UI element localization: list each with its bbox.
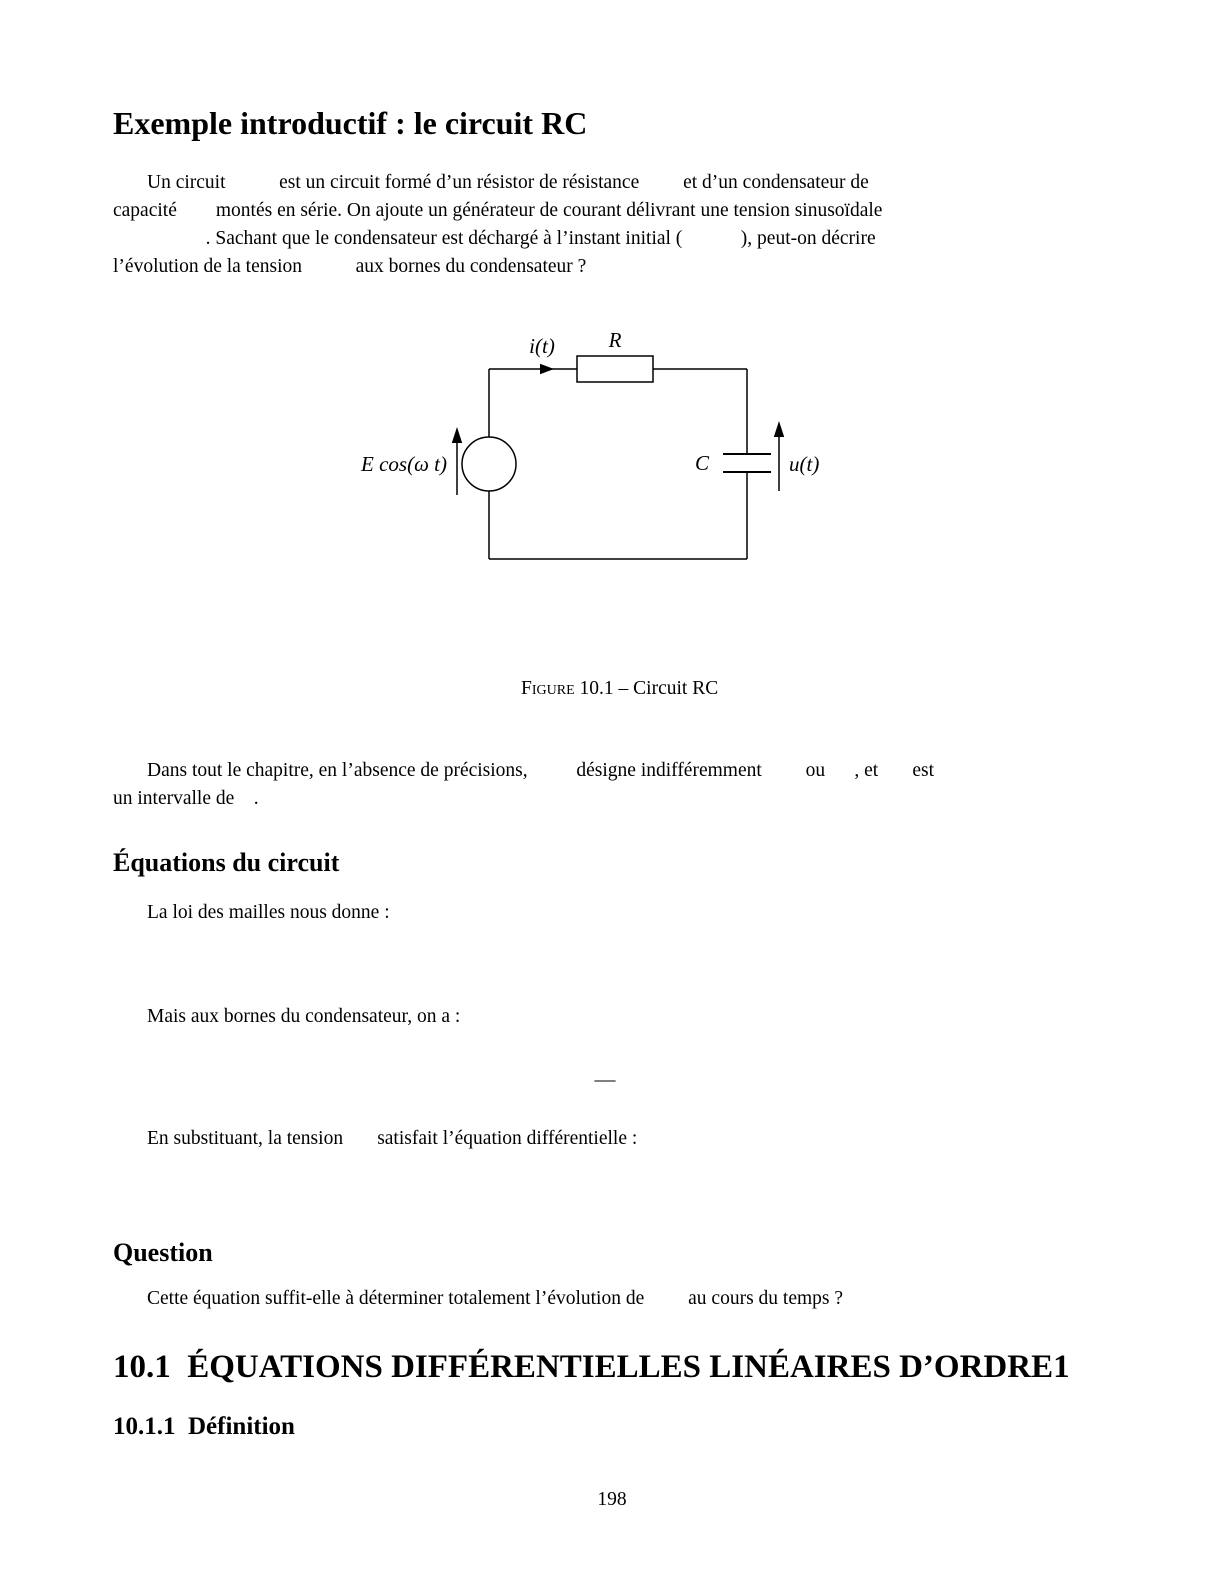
section-heading-question: Question — [113, 1238, 213, 1267]
intro-line: Un circuit est un circuit formé d’un résistor de résistance et d’un condensateur de — [147, 172, 869, 193]
voltage-arrowhead — [774, 421, 784, 437]
fraction-bar: — — [594, 1067, 616, 1091]
resistor-label: R — [608, 329, 622, 352]
page-number: 198 — [597, 1489, 627, 1510]
section-heading-10-1-1: 10.1.1 Définition — [113, 1413, 295, 1440]
source-symbol — [462, 437, 516, 491]
chapter-note-line: un intervalle de . — [113, 788, 259, 809]
paragraph-substituant: En substituant, la tension satisfait l’équation différentielle : — [147, 1128, 638, 1149]
intro-line: capacité montés en série. On ajoute un générateur de courant délivrant une tension sinusoïdale — [113, 200, 883, 221]
section-heading-10-1: 10.1 ÉQUATIONS DIFFÉRENTIELLES LINÉAIRES D’ORDRE1 — [113, 1349, 1070, 1385]
paragraph-bornes-condensateur: Mais aux bornes du condensateur, on a : — [147, 1006, 461, 1027]
intro-line: . Sachant que le condensateur est déchargé à l’instant initial ( ), peut-on décrire — [113, 228, 876, 249]
paragraph-loi-des-mailles: La loi des mailles nous donne : — [147, 902, 390, 923]
source-arrowhead — [452, 427, 462, 443]
page-title: Exemple introductif : le circuit RC — [113, 105, 588, 141]
voltage-label: u(t) — [789, 452, 820, 476]
current-arrowhead — [540, 364, 554, 374]
resistor-symbol — [577, 356, 653, 382]
intro-paragraph — [113, 169, 1097, 281]
paragraph-question: Cette équation suffit-elle à déterminer totalement l’évolution de au cours du temps ? — [147, 1288, 844, 1309]
chapter-note-line: Dans tout le chapitre, en l’absence de précisions, désigne indifféremment ou , et est — [147, 760, 935, 781]
figure-caption-label: Figure — [521, 678, 575, 699]
figure-caption-text: 10.1 – Circuit RC — [574, 678, 719, 699]
capacitor-label: C — [694, 451, 709, 475]
current-label: i(t) — [529, 334, 555, 358]
source-label: E cos(ω t) — [361, 452, 447, 476]
chapter-note-paragraph — [113, 757, 1097, 813]
intro-line: l’évolution de la tension aux bornes du condensateur ? — [113, 256, 587, 277]
figure-rc-circuit — [113, 329, 1097, 579]
circuit-diagram — [345, 329, 865, 579]
figure-caption — [113, 647, 1097, 731]
section-heading-equations: Équations du circuit — [113, 848, 340, 877]
